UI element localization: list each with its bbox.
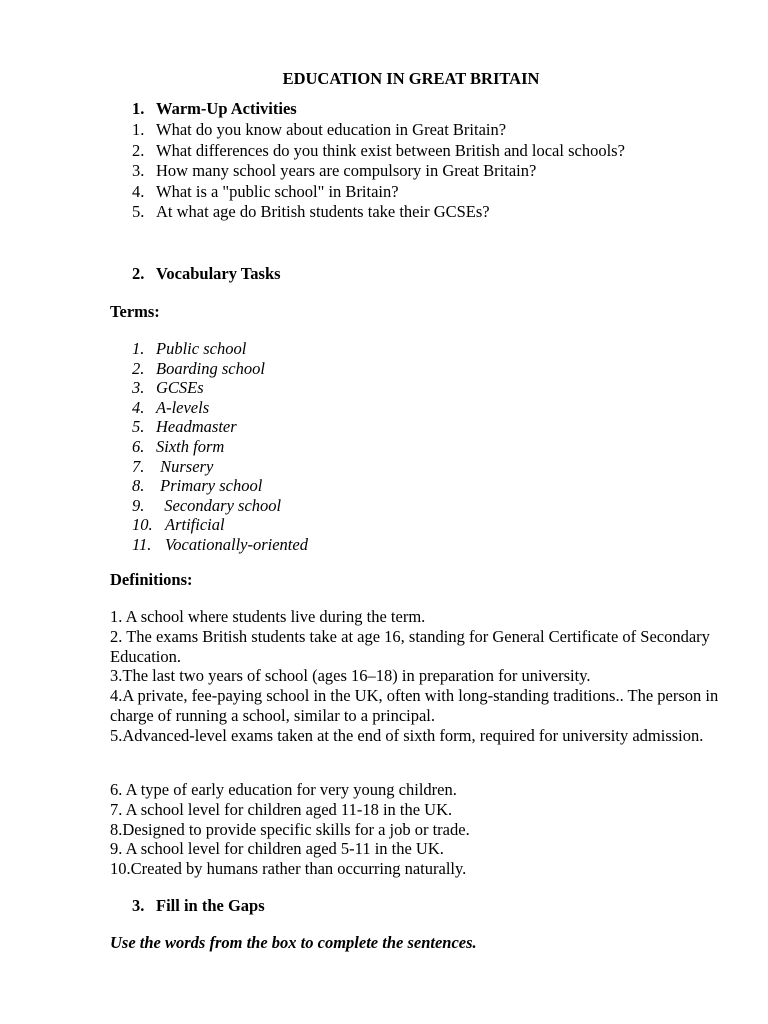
item-number: 3. bbox=[132, 378, 145, 398]
list-item bbox=[132, 496, 308, 516]
list-item bbox=[132, 120, 625, 141]
item-text: What do you know about education in Great Britain? bbox=[156, 120, 507, 139]
item-number: 1. bbox=[132, 339, 145, 358]
terms-list bbox=[132, 339, 308, 555]
warm-up-list bbox=[132, 120, 625, 223]
item-text: Primary school bbox=[156, 476, 263, 496]
item-number: 9. bbox=[132, 495, 145, 515]
list-item bbox=[132, 535, 308, 555]
item-number: 4. bbox=[132, 397, 145, 417]
fill-gaps-instruction: Use the words from the box to complete the sentences. bbox=[110, 933, 477, 952]
section-3-title: Fill in the Gaps bbox=[156, 896, 265, 915]
list-item bbox=[132, 437, 308, 457]
item-text: At what age do British students take their GCSEs? bbox=[156, 202, 490, 221]
definition-item: 8.Designed to provide specific skills for a job or trade. bbox=[110, 819, 470, 839]
item-text: Artificial bbox=[165, 515, 225, 535]
item-number: 5. bbox=[132, 202, 145, 221]
definition-item: 4.A private, fee-paying school in the UK, often with long-standing traditions.. The person in charge of running a school, similar to a principal. bbox=[110, 686, 719, 725]
definition-item: 7. A school level for children aged 11-18 in the UK. bbox=[110, 799, 453, 819]
item-text: Secondary school bbox=[156, 495, 282, 515]
item-number: 5. bbox=[132, 417, 145, 437]
item-number: 6. bbox=[132, 436, 145, 456]
section-1-heading bbox=[132, 99, 297, 119]
item-text: Nursery bbox=[156, 456, 214, 476]
item-text: Boarding school bbox=[156, 358, 265, 378]
item-text: Public school bbox=[156, 339, 247, 358]
item-number: 3. bbox=[132, 161, 145, 180]
definitions-label: Definitions: bbox=[110, 570, 193, 589]
section-1-title: Warm-Up Activities bbox=[156, 99, 297, 118]
list-item bbox=[132, 378, 308, 398]
item-number: 8. bbox=[132, 476, 145, 496]
list-item bbox=[132, 476, 308, 496]
section-2-title: Vocabulary Tasks bbox=[156, 264, 281, 283]
item-number: 4. bbox=[132, 181, 145, 201]
definition-item: 10.Created by humans rather than occurring naturally. bbox=[110, 859, 467, 879]
item-number: 10. bbox=[132, 515, 153, 535]
list-item bbox=[132, 515, 308, 535]
list-item bbox=[132, 398, 308, 418]
item-text: GCSEs bbox=[156, 378, 204, 398]
section-3-heading bbox=[132, 896, 265, 916]
list-item bbox=[132, 457, 308, 477]
section-2-heading bbox=[132, 264, 281, 284]
list-item bbox=[132, 339, 308, 359]
list-item bbox=[132, 202, 625, 223]
definitions-group-2 bbox=[110, 780, 720, 879]
list-item bbox=[132, 359, 308, 379]
section-1-number: 1. bbox=[132, 99, 145, 118]
item-text: What differences do you think exist between British and local schools? bbox=[156, 140, 625, 160]
definition-item: 6. A type of early education for very young children. bbox=[110, 780, 457, 799]
item-text: A-levels bbox=[156, 397, 210, 417]
list-item bbox=[132, 141, 625, 162]
section-2-number: 2. bbox=[132, 264, 145, 283]
definition-item: 1. A school where students live during the term. bbox=[110, 607, 426, 626]
list-item bbox=[132, 417, 308, 437]
definition-item: 9. A school level for children aged 5-11 in the UK. bbox=[110, 839, 444, 859]
item-text: Vocationally-oriented bbox=[165, 534, 308, 554]
section-3-number: 3. bbox=[132, 896, 145, 915]
definition-item: 2. The exams British students take at age 16, standing for General Certificate of Secondary Education. bbox=[110, 626, 710, 666]
item-text: Sixth form bbox=[156, 436, 225, 456]
terms-label: Terms: bbox=[110, 302, 160, 321]
item-number: 2. bbox=[132, 358, 145, 378]
item-number: 1. bbox=[132, 120, 145, 139]
list-item bbox=[132, 161, 625, 182]
definition-item: 3.The last two years of school (ages 16–18) in preparation for university. bbox=[110, 666, 591, 686]
item-number: 2. bbox=[132, 140, 145, 160]
item-text: How many school years are compulsory in Great Britain? bbox=[156, 161, 537, 180]
list-item bbox=[132, 182, 625, 203]
document-title: EDUCATION IN GREAT BRITAIN bbox=[282, 69, 540, 88]
definitions-group-1 bbox=[110, 607, 720, 746]
item-number: 11. bbox=[132, 534, 152, 554]
definition-item: 5.Advanced-level exams taken at the end of sixth form, required for university admission. bbox=[110, 725, 704, 745]
item-text: What is a "public school" in Britain? bbox=[156, 181, 399, 201]
item-number: 7. bbox=[132, 456, 145, 476]
item-text: Headmaster bbox=[156, 417, 237, 437]
